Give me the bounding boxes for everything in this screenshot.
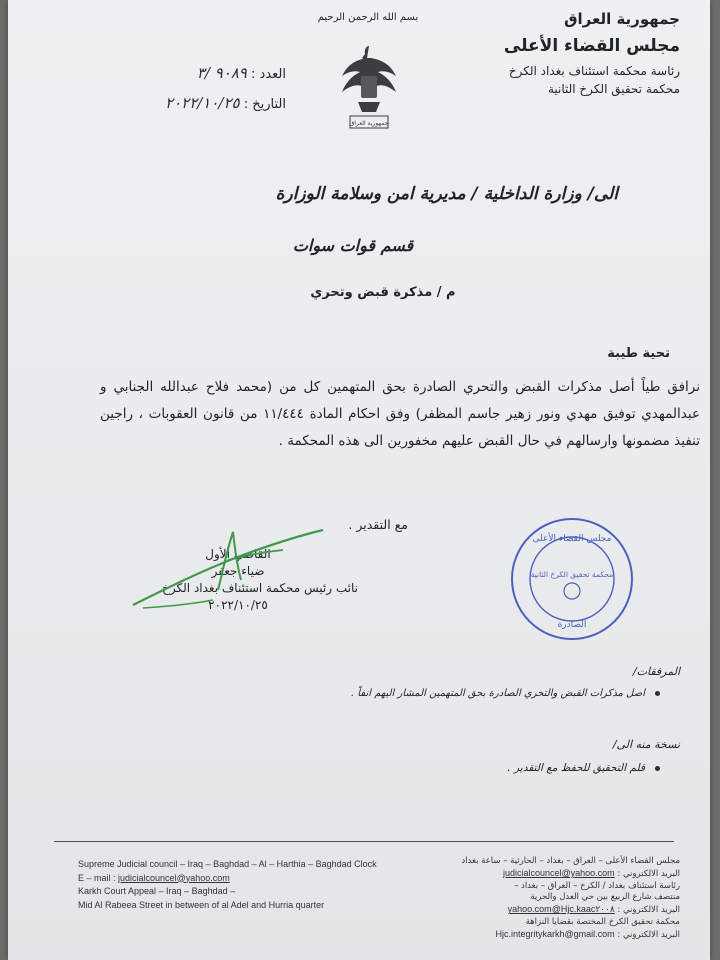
reference-date-row bbox=[126, 94, 286, 112]
greeting: تحية طيبة bbox=[607, 346, 670, 361]
footer-ar-email-link-2[interactable]: Hjc.kaac٢٠٠٨@yahoo.com bbox=[507, 904, 615, 915]
footer-divider bbox=[54, 841, 674, 842]
footer-ar-email-label-2: البريد الالكتروني : bbox=[617, 905, 680, 916]
eagle-emblem-icon bbox=[336, 42, 402, 136]
handwritten-signature-icon bbox=[123, 520, 333, 620]
basmala: بسم الله الرحمن الرحيم bbox=[317, 12, 419, 23]
copies-title: نسخة منه الى/ bbox=[612, 738, 680, 751]
footer-ar-line-6: محكمة تحقيق الكرخ المختصة بقضايا النزاهة bbox=[525, 916, 680, 927]
footer-ar-email-row-2 bbox=[400, 904, 680, 917]
footer-en-line-3: Karkh Court Appeal – Iraq – Baghdad – bbox=[78, 886, 236, 896]
court-stamp-icon bbox=[508, 515, 636, 643]
signer-title: القاضي الأول bbox=[205, 547, 271, 561]
attachment-item bbox=[240, 688, 660, 699]
court-name: محكمة تحقيق الكرخ الثانية bbox=[547, 82, 680, 96]
reference-block bbox=[126, 64, 286, 124]
bullet-icon bbox=[655, 691, 660, 696]
stamp-bottom-text: الصادرة bbox=[557, 620, 587, 630]
signature-date: ٢٠٢٢/١٠/٢٥ bbox=[208, 598, 268, 612]
footer-arabic bbox=[400, 856, 680, 942]
footer-ar-line-3: رئاسة استئناف بغداد / الكرخ – العراق – بغداد – bbox=[514, 880, 680, 891]
footer-ar-line-4: منتصف شارع الربيع بين حي العدل والحرية bbox=[530, 892, 680, 903]
signer-position: نائب رئيس محكمة استئناف بغداد الكرخ bbox=[162, 581, 358, 595]
footer-ar-email-link-3[interactable]: Hjc.integritykarkh@gmail.com bbox=[495, 928, 615, 939]
stamp-outer-text: مجلس القضاء الأعلى bbox=[532, 534, 612, 544]
attachments-title: المرفقات/ bbox=[632, 665, 680, 678]
footer-en-email-label: E – mail : bbox=[78, 872, 116, 883]
date-value: ٢٠٢٢/١٠/٢٥ bbox=[165, 94, 240, 112]
footer-ar-email-label-1: البريد الالكتروني : bbox=[617, 868, 680, 879]
stamp-inner-text: محكمة تحقيق الكرخ الثانية bbox=[530, 570, 614, 579]
letter-body: نرافق طياً أصل مذكرات القبض والتحري الصادرة بحق المتهمين كل من (محمد فلاح عبدالله الجنابي و عبدالمهدي توفيق مهدي ونور زهير جاسم المظفر) وفق احكام المادة ١١/٤٤٤ من قانون العقوبات ، راجين تنفيذ مضمونها وارسالهم في حال القبض عليهم مخفورين الى هذه المحكمة . bbox=[100, 379, 700, 449]
date-label: التاريخ : bbox=[243, 97, 286, 112]
attachment-item-text: اصل مذكرات القبض والتحري الصادرة بحق المتهمين المشار اليهم انفاً . bbox=[351, 688, 645, 699]
footer-en-email-link[interactable]: judicialcouncel@yahoo.com bbox=[118, 872, 230, 883]
country-name: جمهورية العراق bbox=[564, 10, 680, 28]
bullet-icon bbox=[655, 766, 660, 771]
signer-name: ضياء جعفر bbox=[211, 564, 265, 578]
footer-en-line-1: Supreme Judicial council – Iraq – Baghdad – Al – Harthia – Baghdad Clock bbox=[78, 859, 377, 869]
emblem-caption: جمهورية العراق bbox=[349, 120, 389, 127]
recipient-line-2: قسم قوات سوات bbox=[292, 236, 414, 255]
copy-item-text: قلم التحقيق للحفظ مع التقدير . bbox=[507, 762, 645, 774]
number-label: العدد : bbox=[251, 67, 286, 82]
recipient-line-1: الى/ وزارة الداخلية / مديرية امن وسلامة الوزارة bbox=[275, 184, 618, 204]
footer-en-line-4: Mid Al Rabeea Street in between of al Adel and Hurria quarter bbox=[78, 899, 325, 910]
footer-ar-email-label-3: البريد الالكتروني : bbox=[617, 929, 680, 940]
council-name: مجلس القضاء الأعلى bbox=[503, 36, 680, 56]
footer-english bbox=[78, 858, 438, 912]
subject-line: م / مذكرة قبض وتحري bbox=[310, 285, 456, 300]
footer-ar-email-row-3 bbox=[400, 929, 680, 942]
closing-phrase: مع التقدير . bbox=[348, 517, 408, 532]
presidency-name: رئاسة محكمة استئناف بغداد الكرخ bbox=[508, 64, 680, 78]
document-page bbox=[8, 0, 710, 960]
footer-ar-email-link-1[interactable]: judicialcouncel@yahoo.com bbox=[502, 867, 615, 878]
footer-ar-line-1: مجلس القضاء الأعلى – العراق – بغداد – الحارثية – ساعة بغداد bbox=[461, 856, 680, 866]
issuer-header bbox=[420, 10, 680, 96]
footer-en-email-row bbox=[78, 872, 438, 886]
reference-number-row bbox=[126, 64, 286, 82]
footer-ar-email-row-1 bbox=[400, 868, 680, 881]
number-value: ٩٠٨٩ /٣ bbox=[196, 64, 247, 82]
copy-item bbox=[410, 762, 660, 774]
